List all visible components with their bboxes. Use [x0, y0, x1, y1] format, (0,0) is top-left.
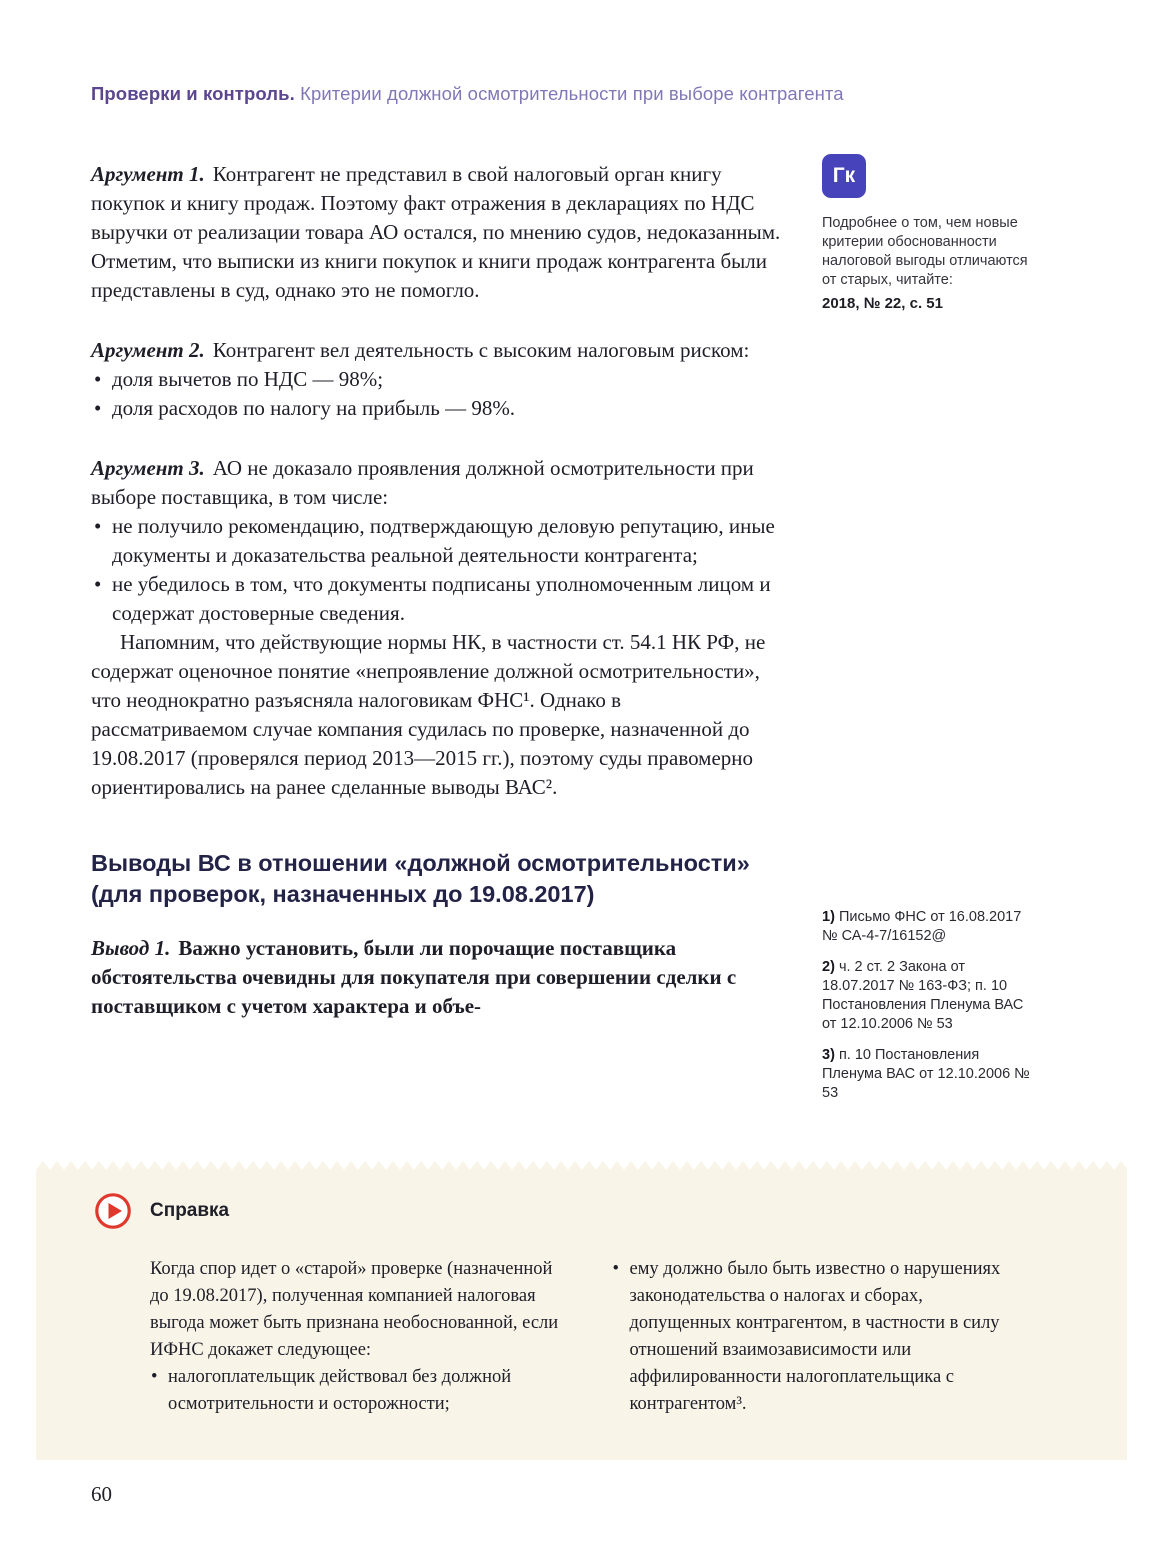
reference-box-header — [94, 1192, 229, 1230]
running-head — [91, 82, 844, 106]
running-head-section: Проверки и контроль. — [91, 83, 295, 104]
footnote-2 — [822, 958, 1034, 1034]
sidebar — [822, 154, 1034, 1154]
argument-1-text: Контрагент не представил в свой налоговый орган книгу покупок и книгу продаж. Поэтому факт отражения в декларациях по НДС выручки от реализации товара АО остался, по мнению судов, недоказанным. Отметим, что выписки из книги покупок и книги продаж контрагента были представлены в суд, однако это не помогло. — [91, 162, 781, 302]
footnote-1-number: 1) — [822, 909, 835, 925]
argument-3-bullet-1: • не получило рекомендацию, подтверждающую деловую репутацию, иные документы и доказательства реальной деятельности контрагента; — [91, 512, 781, 570]
reference-box-title: Справка — [150, 1200, 230, 1221]
footnote-3-text: п. 10 Постановления Пленума ВАС от 12.10.2006 № 53 — [822, 1047, 1030, 1101]
argument-1-label: Аргумент 1. — [91, 162, 205, 186]
reference-box — [36, 1170, 1127, 1460]
section-heading: Выводы ВС в отношении «должной осмотрительности» (для проверок, назначенных до 19.08.2017) — [91, 850, 750, 907]
zigzag-edge — [36, 1161, 1127, 1170]
sidebar-note: Подробнее о том, чем новые критерии обоснованности налоговой выгоды отличаются от старых, читайте: — [822, 215, 1028, 288]
reference-right-bullet: • ему должно было быть известно о нарушениях законодательства о налогах и сборах, допущенных контрагентом, в частности в силу отношений взаимозависимости или аффилированности налогоплательщика с контрагентом³. — [612, 1256, 1024, 1418]
argument-2-bullet-1: • доля вычетов по НДС — 98%; — [91, 365, 781, 394]
footnote-1-text: Письмо ФНС от 16.08.2017 № СА-4-7/16152@ — [822, 909, 1022, 944]
running-head-subtitle: Критерии должной осмотрительности при выборе контрагента — [300, 83, 844, 104]
argument-3-block — [91, 454, 781, 802]
argument-2-bullet-2: • доля расходов по налогу на прибыль — 98%. — [91, 394, 781, 423]
reference-left-bullet: • налогоплательщик действовал без должной осмотрительности и осторожности; — [150, 1364, 562, 1418]
footnote-2-text: ч. 2 ст. 2 Закона от 18.07.2017 № 163-ФЗ; п. 10 Постановления Пленума ВАС от 12.10.2006 № 53 — [822, 959, 1024, 1032]
main-column — [91, 160, 781, 1052]
magazine-logo: Гк — [822, 154, 866, 198]
page-number: 60 — [91, 1482, 112, 1506]
reference-box-columns — [150, 1256, 1023, 1418]
reference-box-right-column — [612, 1256, 1024, 1418]
conclusion-1-label: Вывод 1. — [91, 936, 171, 960]
footnote-1 — [822, 908, 1034, 946]
argument-3-bullet-2: • не убедилось в том, что документы подписаны уполномоченным лицом и содержат достоверные сведения. — [91, 570, 781, 628]
argument-3-paragraph — [91, 454, 781, 512]
footnote-3-number: 3) — [822, 1047, 835, 1063]
reference-box-left-column — [150, 1256, 562, 1418]
footnote-2-number: 2) — [822, 959, 835, 975]
argument-2-paragraph — [91, 336, 781, 365]
argument-2-text: Контрагент вел деятельность с высоким налоговым риском: — [212, 338, 750, 362]
play-badge-icon — [94, 1192, 132, 1230]
conclusion-1-paragraph — [91, 934, 781, 1021]
argument-3-label: Аргумент 3. — [91, 456, 205, 480]
sidebar-note-reference: 2018, № 22, с. 51 — [822, 295, 943, 312]
argument-2-label: Аргумент 2. — [91, 338, 205, 362]
argument-2-block — [91, 336, 781, 423]
reference-left-intro: Когда спор идет о «старой» проверке (назначенной до 19.08.2017), полученная компанией налоговая выгода может быть признана необоснованной, если ИФНС докажет следующее: — [150, 1259, 559, 1360]
footnote-3 — [822, 1046, 1034, 1103]
argument-1-paragraph — [91, 160, 781, 305]
footnotes — [822, 908, 1034, 1115]
argument-3-text: АО не доказало проявления должной осмотрительности при выборе поставщика, в том числе: — [91, 456, 754, 509]
conclusion-1-text: Важно установить, были ли порочащие поставщика обстоятельства очевидны для покупателя при совершении сделки с поставщиком с учетом характера и объе- — [91, 936, 737, 1018]
note-paragraph: Напомним, что действующие нормы НК, в частности ст. 54.1 НК РФ, не содержат оценочное понятие «непроявление должной осмотрительности», что неоднократно разъясняла налоговикам ФНС¹. Однако в рассматриваемом случае компания судилась по проверке, назначенной до 19.08.2017 (проверялся период 2013—2015 гг.), поэтому суды правомерно ориентировались на ранее сделанные выводы ВАС². — [91, 630, 766, 799]
